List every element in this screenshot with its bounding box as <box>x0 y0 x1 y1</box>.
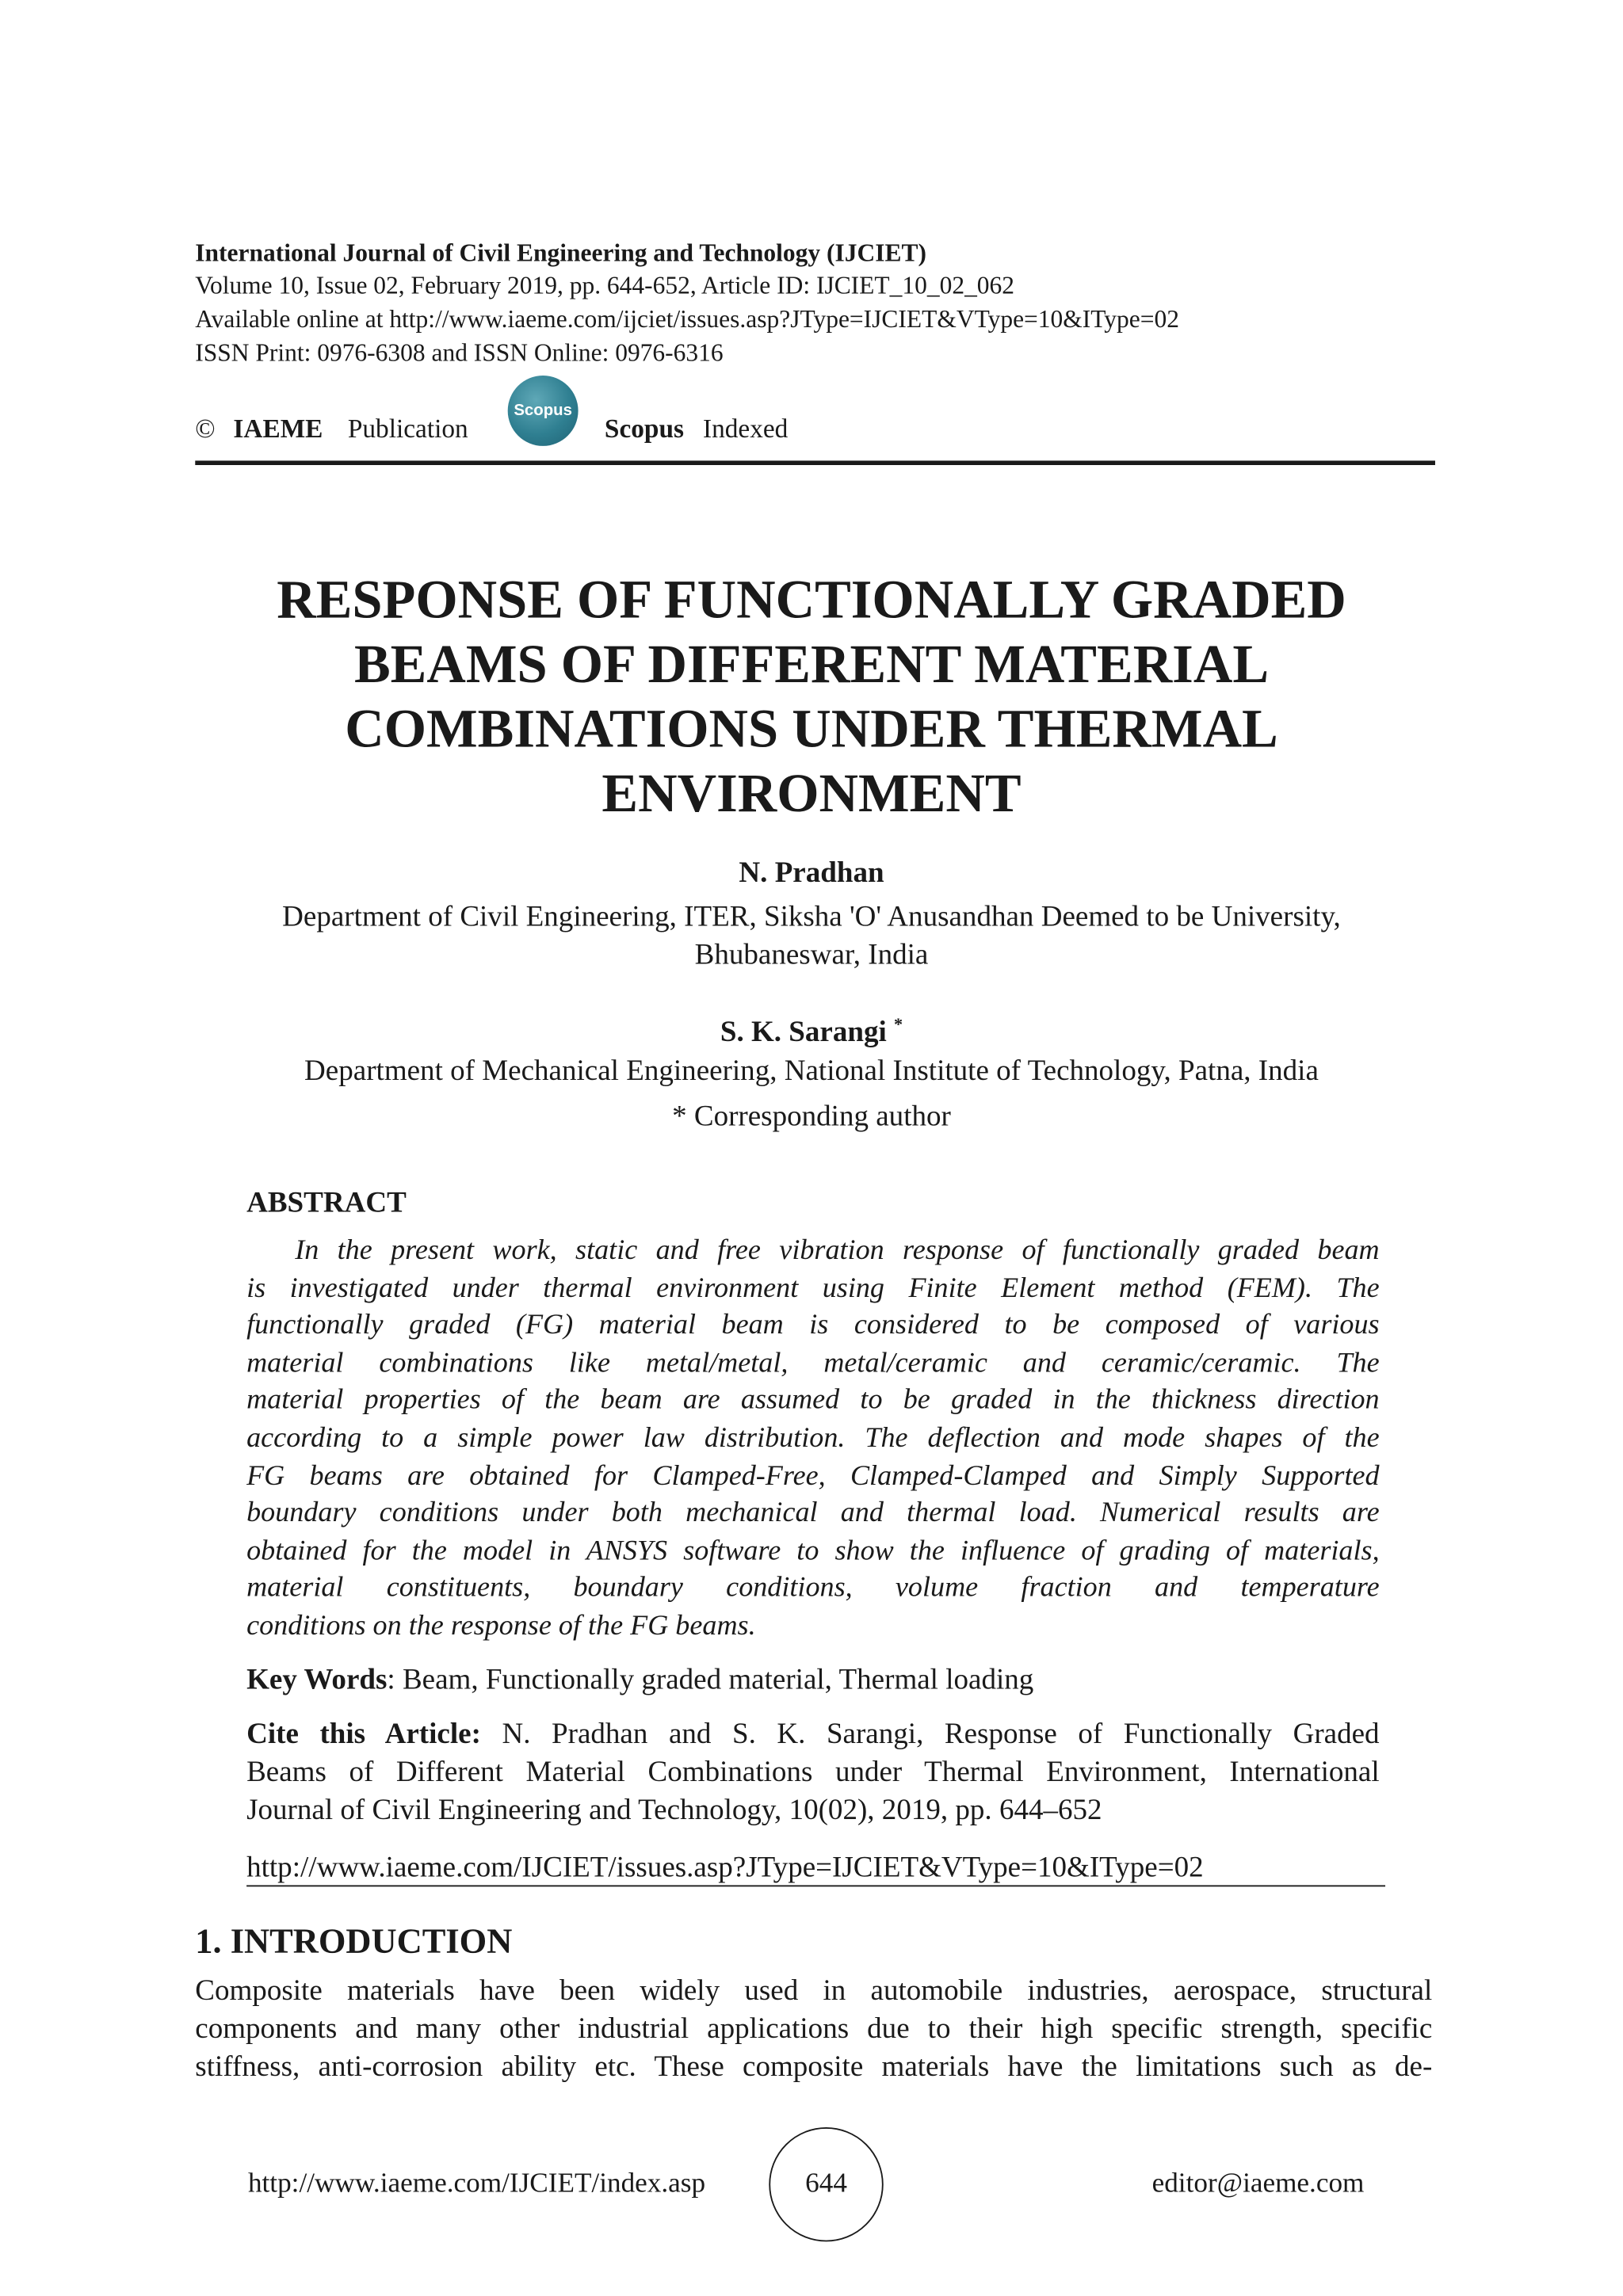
publisher-row <box>195 402 1442 452</box>
author-affiliation: Bhubaneswar, India <box>694 939 929 971</box>
abstract-line: material constituents, boundary conditions, volume fraction and temperature <box>246 1573 1380 1604</box>
scopus-logo-text: Scopus <box>514 402 572 420</box>
paper-title <box>147 569 1476 827</box>
citation-divider <box>246 1885 1385 1886</box>
copyright-symbol: © <box>195 414 216 444</box>
introduction-body <box>195 1972 1432 2086</box>
abstract-line: boundary conditions under both mechanical and thermal load. Numerical results are <box>246 1497 1380 1529</box>
footer-url-link[interactable]: http://www.iaeme.com/IJCIET/index.asp <box>247 2168 706 2199</box>
title-line: ENVIRONMENT <box>601 764 1022 825</box>
citation-line: Journal of Civil Engineering and Technology, 10(02), 2019, pp. 644–652 <box>246 1794 1102 1827</box>
publisher-name: IAEME <box>233 414 323 444</box>
section-heading: 1. INTRODUCTION <box>195 1923 513 1962</box>
corresponding-note: * Corresponding author <box>672 1100 951 1133</box>
citation-url-link[interactable]: http://www.iaeme.com/IJCIET/issues.asp?JType=IJCIET&VType=10&IType=02 <box>246 1851 1204 1884</box>
abstract-line: In the present work, static and free vibration response of functionally graded beam <box>295 1235 1380 1267</box>
abstract-line: according to a simple power law distribution. The deflection and mode shapes of the <box>246 1423 1380 1454</box>
title-line: BEAMS OF DIFFERENT MATERIAL <box>353 635 1270 696</box>
volume-line: Volume 10, Issue 02, February 2019, pp. 644-652, Article ID: IJCIET_10_02_062 <box>195 271 1015 299</box>
body-line: Composite materials have been widely used in automobile industries, aerospace, structural <box>195 1974 1433 2008</box>
page-number <box>769 2127 883 2241</box>
abstract-body <box>246 1232 1380 1645</box>
abstract-heading: ABSTRACT <box>246 1187 407 1219</box>
author-name: N. Pradhan <box>739 856 884 890</box>
citation-text: N. Pradhan and S. K. Sarangi, Response of Functionally Graded <box>502 1718 1380 1751</box>
abstract-line: is investigated under thermal environment using Finite Element method (FEM). The <box>246 1272 1380 1304</box>
available-online-line: Available online at http://www.iaeme.com/ijciet/issues.asp?JType=IJCIET&VType=10&IType=02 <box>195 305 1179 334</box>
citation-line <box>246 1715 1380 1753</box>
title-line: RESPONSE OF FUNCTIONALLY GRADED <box>277 570 1346 631</box>
publication-word: Publication <box>347 414 468 444</box>
citation-block <box>246 1715 1380 1829</box>
keywords-label: Key Words <box>246 1663 388 1696</box>
abstract-line: obtained for the model in ANSYS software to show the influence of grading of materials, <box>246 1535 1380 1567</box>
scopus-word: Scopus <box>604 414 684 444</box>
issn-line: ISSN Print: 0976-6308 and ISSN Online: 0976-6316 <box>195 338 724 367</box>
author-block <box>147 1006 1476 1050</box>
author-affiliation: Department of Civil Engineering, ITER, Siksha 'O' Anusandhan Deemed to be University, <box>282 900 1341 933</box>
author-name: S. K. Sarangi <box>720 1016 887 1049</box>
keywords-text: : Beam, Functionally graded material, Thermal loading <box>387 1663 1034 1696</box>
journal-name: International Journal of Civil Engineering and Technology (IJCIET) <box>195 238 926 268</box>
footer-email-link[interactable]: editor@iaeme.com <box>1151 2168 1365 2199</box>
abstract-line: conditions on the response of the FG beams. <box>246 1611 756 1642</box>
body-line: stiffness, anti-corrosion ability etc. These composite materials have the limitations such as de- <box>195 2050 1433 2084</box>
abstract-line: FG beams are obtained for Clamped-Free, Clamped-Clamped and Simply Supported <box>246 1460 1380 1492</box>
scopus-logo-icon <box>508 376 579 446</box>
citation-label: Cite this Article: <box>246 1718 481 1751</box>
page-number-text: 644 <box>805 2168 847 2199</box>
corresponding-mark: * <box>894 1013 903 1035</box>
abstract-line: material properties of the beam are assumed to be graded in the thickness direction <box>246 1385 1380 1417</box>
author-affiliation: Department of Mechanical Engineering, National Institute of Technology, Patna, India <box>304 1055 1319 1088</box>
keywords <box>246 1661 1033 1699</box>
body-line: components and many other industrial applications due to their high specific strength, specific <box>195 2012 1433 2046</box>
citation-line: Beams of Different Material Combinations under Thermal Environment, International <box>246 1756 1380 1789</box>
abstract-line: material combinations like metal/metal, metal/ceramic and ceramic/ceramic. The <box>246 1348 1380 1379</box>
abstract-line: functionally graded (FG) material beam is considered to be composed of various <box>246 1310 1380 1341</box>
title-line: COMBINATIONS UNDER THERMAL <box>345 700 1278 761</box>
indexed-word: Indexed <box>702 414 789 444</box>
header-divider <box>195 460 1435 465</box>
